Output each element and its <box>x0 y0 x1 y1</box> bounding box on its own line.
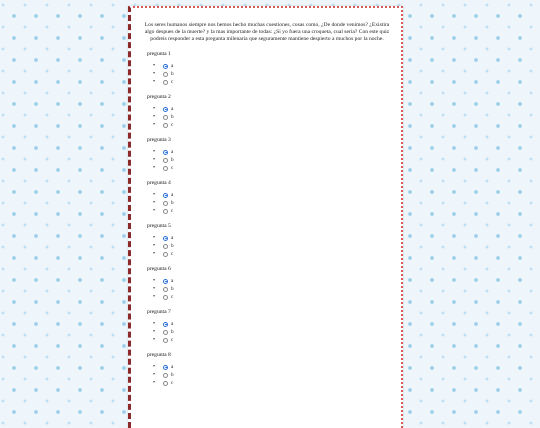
option-label: a <box>171 278 174 284</box>
option-radio[interactable] <box>163 123 168 128</box>
option-label: c <box>171 380 174 386</box>
option-radio[interactable] <box>163 244 168 249</box>
question-block <box>147 137 401 172</box>
bullet-icon: • <box>153 278 156 284</box>
option-label: b <box>171 157 174 163</box>
option-list <box>147 105 401 129</box>
option-radio[interactable] <box>163 365 168 370</box>
bullet-icon: • <box>153 63 156 69</box>
option-label: c <box>171 79 174 85</box>
option-radio[interactable] <box>163 72 168 77</box>
option-label: b <box>171 372 174 378</box>
option-item[interactable] <box>153 207 401 215</box>
question-block <box>147 180 401 215</box>
question-title: pregunta 3 <box>147 137 171 143</box>
option-label: a <box>171 321 174 327</box>
option-label: c <box>171 294 174 300</box>
option-label: c <box>171 122 174 128</box>
bullet-icon: • <box>153 157 156 163</box>
bullet-icon: • <box>153 321 156 327</box>
option-list <box>147 363 401 387</box>
option-label: c <box>171 165 174 171</box>
bullet-icon: • <box>153 114 156 120</box>
option-radio[interactable] <box>163 158 168 163</box>
option-label: a <box>171 149 174 155</box>
option-item[interactable] <box>153 164 401 172</box>
option-radio[interactable] <box>163 150 168 155</box>
bullet-icon: • <box>153 71 156 77</box>
option-radio[interactable] <box>163 381 168 386</box>
option-label: a <box>171 106 174 112</box>
bullet-icon: • <box>153 235 156 241</box>
question-block <box>147 51 401 86</box>
option-radio[interactable] <box>163 166 168 171</box>
option-item[interactable] <box>153 62 401 70</box>
option-radio[interactable] <box>163 287 168 292</box>
option-item[interactable] <box>153 320 401 328</box>
bullet-icon: • <box>153 294 156 300</box>
option-label: b <box>171 243 174 249</box>
option-list <box>147 277 401 301</box>
option-label: c <box>171 208 174 214</box>
option-radio[interactable] <box>163 64 168 69</box>
bullet-icon: • <box>153 286 156 292</box>
option-item[interactable] <box>153 234 401 242</box>
option-list <box>147 234 401 258</box>
bullet-icon: • <box>153 106 156 112</box>
option-radio[interactable] <box>163 209 168 214</box>
bullet-icon: • <box>153 208 156 214</box>
option-label: c <box>171 337 174 343</box>
question-block <box>147 223 401 258</box>
bullet-icon: • <box>153 243 156 249</box>
option-label: c <box>171 251 174 257</box>
option-item[interactable] <box>153 113 401 121</box>
option-radio[interactable] <box>163 80 168 85</box>
option-item[interactable] <box>153 242 401 250</box>
option-item[interactable] <box>153 250 401 258</box>
question-block <box>147 266 401 301</box>
question-block <box>147 352 401 387</box>
question-title: pregunta 8 <box>147 352 171 358</box>
bullet-icon: • <box>153 372 156 378</box>
question-list <box>131 51 401 387</box>
question-title: pregunta 2 <box>147 94 171 100</box>
option-label: a <box>171 235 174 241</box>
option-item[interactable] <box>153 148 401 156</box>
option-radio[interactable] <box>163 193 168 198</box>
option-item[interactable] <box>153 156 401 164</box>
bullet-icon: • <box>153 149 156 155</box>
option-item[interactable] <box>153 371 401 379</box>
option-item[interactable] <box>153 285 401 293</box>
option-label: a <box>171 63 174 69</box>
option-list <box>147 148 401 172</box>
option-list <box>147 62 401 86</box>
option-radio[interactable] <box>163 107 168 112</box>
bullet-icon: • <box>153 329 156 335</box>
option-item[interactable] <box>153 363 401 371</box>
option-item[interactable] <box>153 328 401 336</box>
option-item[interactable] <box>153 379 401 387</box>
question-title: pregunta 5 <box>147 223 171 229</box>
option-radio[interactable] <box>163 373 168 378</box>
quiz-paper <box>128 6 403 428</box>
question-block <box>147 94 401 129</box>
bullet-icon: • <box>153 79 156 85</box>
option-item[interactable] <box>153 191 401 199</box>
option-item[interactable] <box>153 336 401 344</box>
option-label: a <box>171 364 174 370</box>
question-title: pregunta 4 <box>147 180 171 186</box>
option-item[interactable] <box>153 78 401 86</box>
option-radio[interactable] <box>163 322 168 327</box>
option-list <box>147 191 401 215</box>
question-title: pregunta 7 <box>147 309 171 315</box>
intro-text: Los seres humanos siempre nos hemos hecho muchas cuestiones, cosas como, ¿De donde venimos? ¿Existira algo despues de la muerte? y la mas importante de todas: ¿Si yo fuera una croqueta, cual seria? Con este quiz podreis responder a esta pregunta milenaria que seguramente mantiene despierto a muchos por la noche. <box>144 22 390 42</box>
option-label: a <box>171 192 174 198</box>
option-item[interactable] <box>153 121 401 129</box>
option-radio[interactable] <box>163 279 168 284</box>
option-label: b <box>171 114 174 120</box>
option-item[interactable] <box>153 199 401 207</box>
question-title: pregunta 1 <box>147 51 171 57</box>
bullet-icon: • <box>153 364 156 370</box>
option-label: b <box>171 71 174 77</box>
option-item[interactable] <box>153 105 401 113</box>
bullet-icon: • <box>153 200 156 206</box>
option-item[interactable] <box>153 70 401 78</box>
option-item[interactable] <box>153 293 401 301</box>
option-radio[interactable] <box>163 330 168 335</box>
option-label: b <box>171 329 174 335</box>
bullet-icon: • <box>153 251 156 257</box>
question-block <box>147 309 401 344</box>
option-item[interactable] <box>153 277 401 285</box>
bullet-icon: • <box>153 122 156 128</box>
option-radio[interactable] <box>163 115 168 120</box>
option-radio[interactable] <box>163 236 168 241</box>
option-radio[interactable] <box>163 338 168 343</box>
question-title: pregunta 6 <box>147 266 171 272</box>
option-label: b <box>171 286 174 292</box>
bullet-icon: • <box>153 192 156 198</box>
option-radio[interactable] <box>163 252 168 257</box>
option-radio[interactable] <box>163 201 168 206</box>
option-list <box>147 320 401 344</box>
option-radio[interactable] <box>163 295 168 300</box>
bullet-icon: • <box>153 337 156 343</box>
option-label: b <box>171 200 174 206</box>
bullet-icon: • <box>153 380 156 386</box>
bullet-icon: • <box>153 165 156 171</box>
